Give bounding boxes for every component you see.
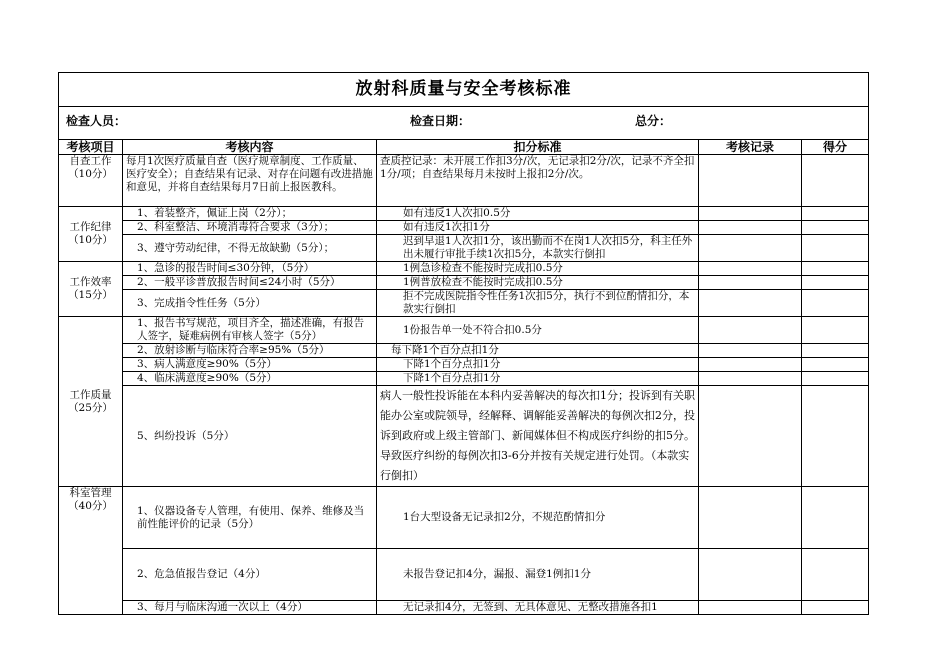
score-cell[interactable] [802, 290, 869, 317]
header-record: 考核记录 [699, 140, 802, 155]
table-row [59, 372, 869, 386]
score-cell[interactable] [802, 549, 869, 601]
table-row [59, 487, 869, 549]
table-row [59, 358, 869, 372]
table-row [59, 235, 869, 262]
score-cell[interactable] [802, 344, 869, 358]
standard-cell: 拒不完成医院指令性任务1次扣5分，执行不到位酌情扣分，本款实行倒扣 [377, 290, 699, 317]
score-cell[interactable] [802, 262, 869, 276]
standard-cell: 每下降1个百分点扣1分 [377, 344, 699, 358]
table-row [59, 317, 869, 344]
table-row [59, 290, 869, 317]
table-row [59, 221, 869, 235]
header-row [59, 140, 869, 155]
category-quality: 工作质量 （25分） [59, 317, 123, 487]
content-cell: 3、遵守劳动纪律，不得无故缺勤（5分）； [123, 235, 377, 262]
score-cell[interactable] [802, 207, 869, 221]
table-row [59, 155, 869, 207]
standard-cell: 1例急诊检查不能按时完成扣0.5分 [377, 262, 699, 276]
content-cell: 2、危急值报告登记（4分） [123, 549, 377, 601]
content-cell: 1、报告书写规范，项目齐全，描述准确，有报告人签字，疑难病例有审核人签字（5分） [123, 317, 377, 344]
record-cell[interactable] [699, 262, 802, 276]
table-row [59, 601, 869, 615]
content-cell: 每月1次医疗质量自查（医疗规章制度、工作质量、医疗安全）；自查结果有记录、对存在问题有改进措施和意见，并将自查结果每月7日前上报医教科。 [123, 155, 377, 207]
category-dept: 科室管理 （40分） [59, 487, 123, 615]
score-cell[interactable] [802, 487, 869, 549]
content-cell: 3、病人满意度≥90%（5分） [123, 358, 377, 372]
record-cell[interactable] [699, 372, 802, 386]
record-cell[interactable] [699, 344, 802, 358]
record-cell[interactable] [699, 155, 802, 207]
content-cell: 2、一般平诊普放报告时间≤24小时（5分） [123, 276, 377, 290]
score-cell[interactable] [802, 358, 869, 372]
assessment-table [58, 72, 869, 615]
record-cell[interactable] [699, 290, 802, 317]
header-score: 得分 [802, 140, 869, 155]
record-cell[interactable] [699, 276, 802, 290]
record-cell[interactable] [699, 221, 802, 235]
score-cell[interactable] [802, 317, 869, 344]
score-cell[interactable] [802, 386, 869, 487]
content-cell: 1、急诊的报告时间≤30分钟，（5分） [123, 262, 377, 276]
date-label: 检查日期： [410, 114, 471, 128]
category-self-check: 自查工作 （10分） [59, 155, 123, 207]
standard-cell: 下降1个百分点扣1分 [377, 372, 699, 386]
standard-cell: 1台大型设备无记录扣2分，不规范酌情扣分 [377, 487, 699, 549]
standard-cell: 下降1个百分点扣1分 [377, 358, 699, 372]
standard-cell: 如有违反1人次扣0.5分 [377, 207, 699, 221]
info-row [59, 107, 869, 140]
score-cell[interactable] [802, 276, 869, 290]
category-efficiency: 工作效率 （15分） [59, 262, 123, 317]
header-content: 考核内容 [123, 140, 377, 155]
document-title: 放射科质量与安全考核标准 [59, 73, 869, 107]
table-row [59, 207, 869, 221]
content-cell: 4、临床满意度≥90%（5分） [123, 372, 377, 386]
record-cell[interactable] [699, 386, 802, 487]
table-row [59, 262, 869, 276]
table-row [59, 386, 869, 487]
inspector-label: 检查人员： [66, 114, 127, 128]
standard-cell: 1份报告单一处不符合扣0.5分 [377, 317, 699, 344]
standard-cell: 无记录扣4分，无签到、无具体意见、无整改措施各扣1 [377, 601, 699, 615]
record-cell[interactable] [699, 207, 802, 221]
content-cell: 2、放射诊断与临床符合率≥95%（5分） [123, 344, 377, 358]
table-row [59, 549, 869, 601]
header-item: 考核项目 [59, 140, 123, 155]
content-cell: 1、着装整齐，佩证上岗（2分）； [123, 207, 377, 221]
table-row [59, 344, 869, 358]
category-discipline: 工作纪律 （10分） [59, 207, 123, 262]
header-standard: 扣分标准 [377, 140, 699, 155]
total-label: 总分： [635, 114, 672, 128]
record-cell[interactable] [699, 235, 802, 262]
score-cell[interactable] [802, 221, 869, 235]
content-cell: 2、科室整洁、环境消毒符合要求（3分）； [123, 221, 377, 235]
standard-cell: 如有违反1次扣1分 [377, 221, 699, 235]
table-row [59, 276, 869, 290]
score-cell[interactable] [802, 601, 869, 615]
score-cell[interactable] [802, 235, 869, 262]
standard-cell: 迟到早退1人次扣1分，该出勤而不在岗1人次扣5分，科主任外出未履行审批手续1次扣5分，本款实行倒扣 [377, 235, 699, 262]
score-cell[interactable] [802, 155, 869, 207]
content-cell: 1、仪器设备专人管理，有使用、保养、维修及当前性能评价的记录（5分） [123, 487, 377, 549]
standard-cell: 1例普放检查不能按时完成扣0.5分 [377, 276, 699, 290]
standard-cell: 病人一般性投诉能在本科内妥善解决的每次扣1分；投诉到有关职能办公室或院领导，经解释、调解能妥善解决的每例次扣2分，投诉到政府或上级主管部门、新闻媒体但不构成医疗纠纷的扣5分。导致医疗纠纷的每例次扣3-6分并按有关规定进行处罚。（本款实行倒扣） [377, 386, 699, 487]
content-cell: 3、完成指令性任务（5分） [123, 290, 377, 317]
score-cell[interactable] [802, 372, 869, 386]
standard-cell: 查质控记录：未开展工作扣3分/次，无记录扣2分/次，记录不齐全扣1分/项；自查结果每月未按时上报扣2分/次。 [377, 155, 699, 207]
content-cell: 5、纠纷投诉（5分） [123, 386, 377, 487]
standard-cell: 未报告登记扣4分，漏报、漏登1例扣1分 [377, 549, 699, 601]
record-cell[interactable] [699, 601, 802, 615]
content-cell: 3、每月与临床沟通一次以上（4分） [123, 601, 377, 615]
record-cell[interactable] [699, 549, 802, 601]
record-cell[interactable] [699, 487, 802, 549]
record-cell[interactable] [699, 317, 802, 344]
record-cell[interactable] [699, 358, 802, 372]
